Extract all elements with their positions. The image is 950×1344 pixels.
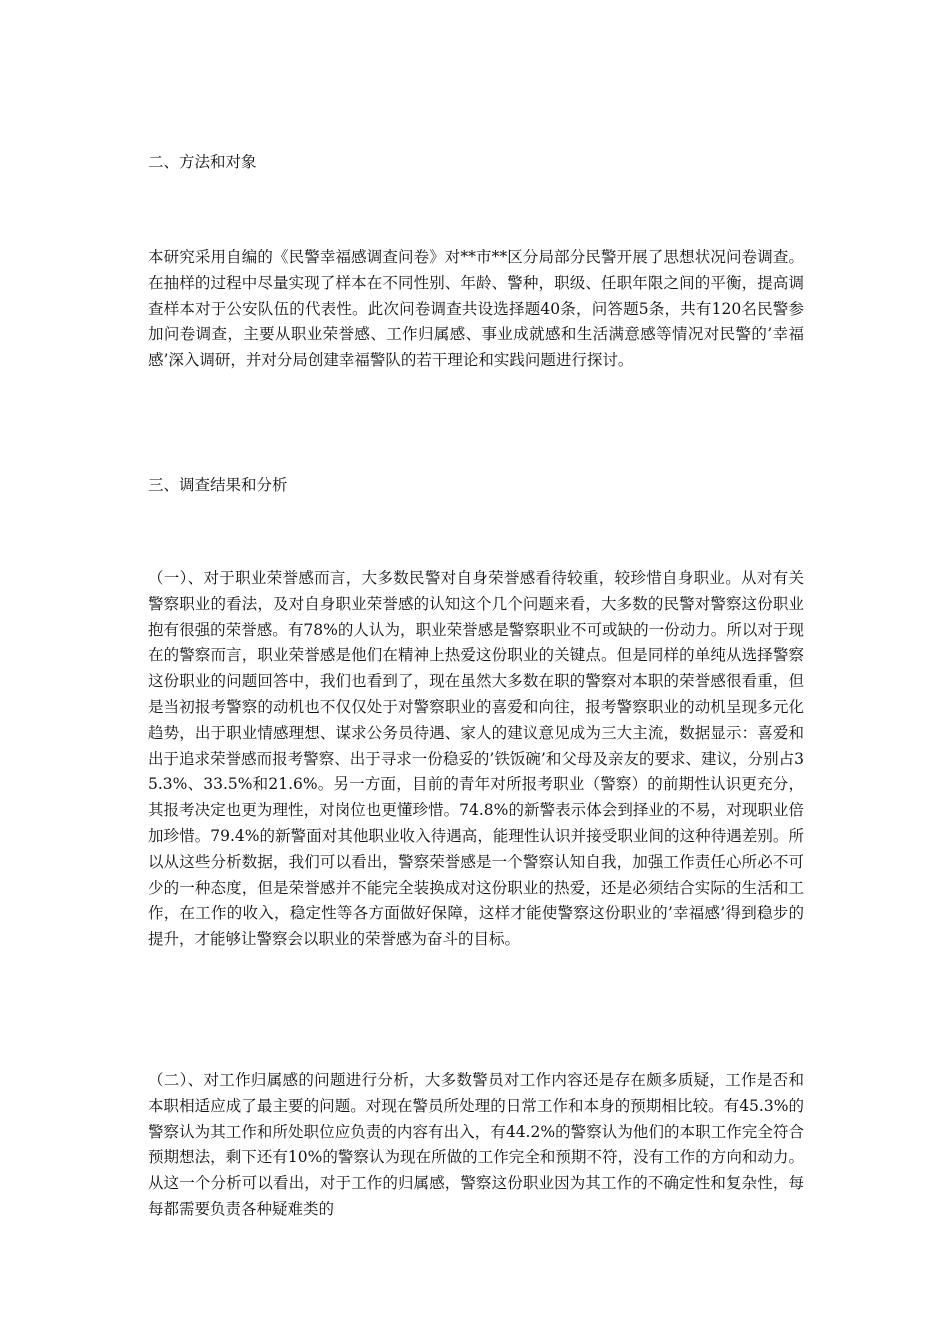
paragraph-belonging: （二）、对工作归属感的问题进行分析，大多数警员对工作内容还是存在颇多质疑，工作是否和本职相适应成了最主要的问题。对现在警员所处理的日常工作和本身的预期相比较。有45.3%的警察认为其工作和所处职位应负责的内容有出入，有44.2%的警察认为他们的本职工作完全符合预期想法，剩下还有10%的警察认为现在所做的工作完全和预期不符，没有工作的方向和动力。从这一个分析可以看出，对于工作的归属感，警察这份职业因为其工作的不确定性和复杂性，每每都需要负责各种疑难类的 (148, 1071, 804, 1218)
section-heading-methods: 二、方法和对象 (148, 153, 257, 171)
section-heading-results: 三、调查结果和分析 (148, 476, 288, 494)
paragraph-methods: 本研究采用自编的《民警幸福感调查问卷》对**市**区分局部分民警开展了思想状况问卷调查。在抽样的过程中尽量实现了样本在不同性别、年龄、警种，职级、任职年限之间的平衡，提高调查样本对于公安队伍的代表性。此次问卷调查共设选择题40条，问答题5条，共有120名民警参加问卷调查，主要从职业荣誉感、工作归属感、事业成就感和生活满意感等情况对民警的’幸福感’深入调研，并对分局创建幸福警队的若干理论和实践问题进行探讨。 (148, 248, 804, 370)
paragraph-honor: （一）、对于职业荣誉感而言，大多数民警对自身荣誉感看待较重，较珍惜自身职业。从对有关警察职业的看法，及对自身职业荣誉感的认知这个几个问题来看，大多数的民警对警察这份职业抱有很强的荣誉感。有78%的人认为，职业荣誉感是警察职业不可或缺的一份动力。所以对于现在的警察而言，职业荣誉感是他们在精神上热爱这份职业的关键点。但是同样的单纯从选择警察这份职业的问题回答中，我们也看到了，现在虽然大多数在职的警察对本职的荣誉感很看重，但是当初报考警察的动机也不仅仅处于对警察职业的喜爱和向往，报考警察职业的动机呈现多元化趋势，出于职业情感理想、谋求公务员待遇、家人的建议意见成为三大主流，数据显示：喜爱和出于追求荣誉感而报考警察、出于寻求一份稳妥的’铁饭碗’和父母及亲友的要求、建议，分别占35.3%、33.5%和21.6%。另一方面，目前的青年对所报考职业（警察）的前期性认识更充分，其报考决定也更为理性，对岗位也更懂珍惜。74.8%的新警表示体会到择业的不易，对现职业倍加珍惜。79.4%的新警面对其他职业收入待遇高，能理性认识并接受职业间的这种待遇差别。所以从这些分析数据，我们可以看出，警察荣誉感是一个警察认知自我，加强工作责任心所必不可少的一种态度，但是荣誉感并不能完全装换成对这份职业的热爱，还是必须结合实际的生活和工作，在工作的收入，稳定性等各方面做好保障，这样才能使警察这份职业的’幸福感’得到稳步的提升，才能够让警察会以职业的荣誉感为奋斗的目标。 (148, 569, 804, 949)
